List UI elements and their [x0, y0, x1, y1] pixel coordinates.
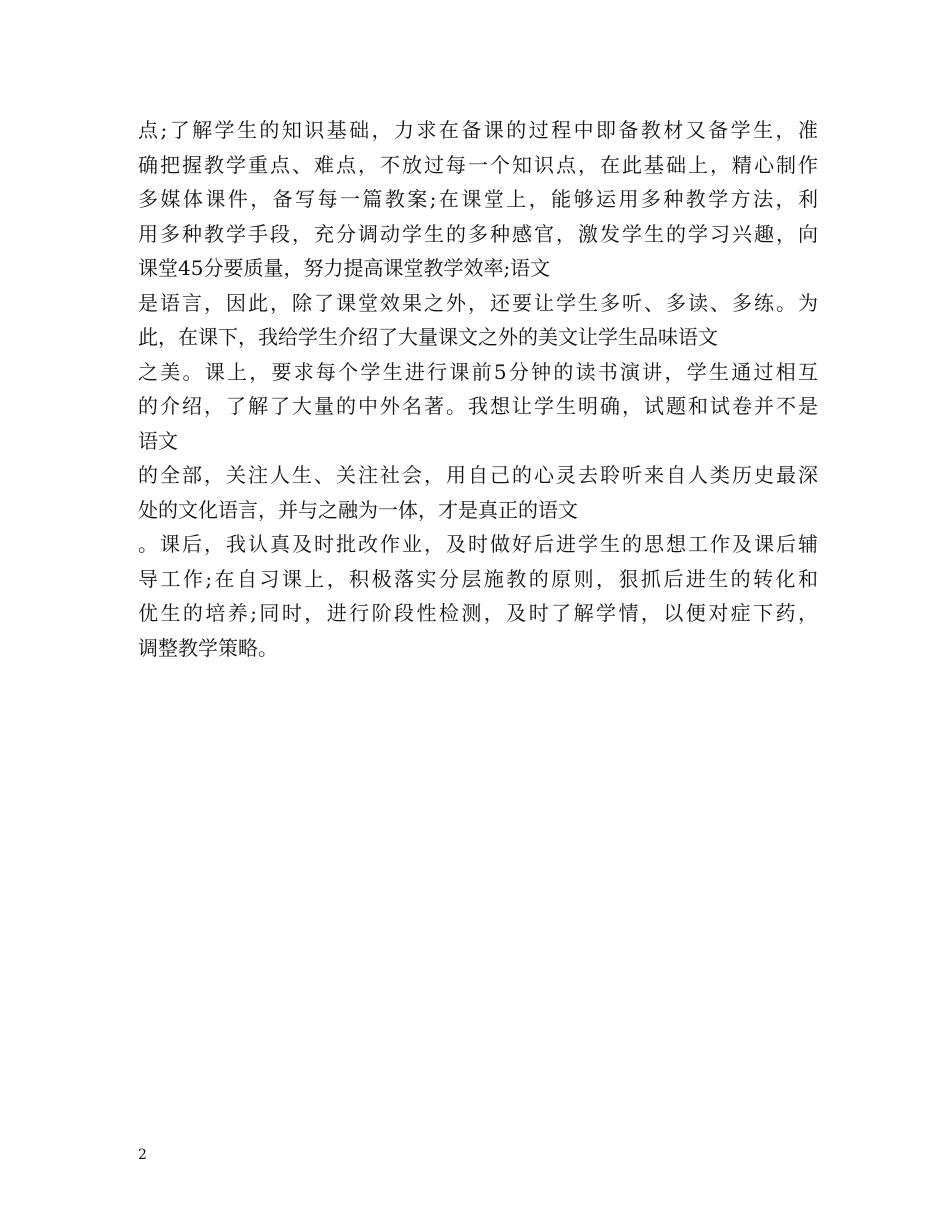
text-line: 语文: [138, 428, 178, 453]
text-line: 处的文化语言，并与之融为一体，才是真正的语文: [138, 497, 578, 522]
text-line: 之美。课上，要求每个学生进行课前5分钟的读书演讲，学生通过相互: [138, 359, 818, 384]
text-line: 是语言，因此，除了课堂效果之外，还要让学生多听、多读、多练。为: [138, 290, 818, 315]
text-line: 此，在课下，我给学生介绍了大量课文之外的美文让学生品味语文: [138, 325, 718, 349]
body-text: [138, 113, 818, 665]
text-line: 优生的培养;同时，进行阶段性检测，及时了解学情，以便对症下药，: [138, 601, 818, 625]
text-line: 用多种教学手段，充分调动学生的多种感官，激发学生的学习兴趣，向: [138, 221, 818, 246]
text-line: 确把握教学重点、难点，不放过每一个知识点，在此基础上，精心制作: [138, 152, 818, 177]
text-line: 。课后，我认真及时批改作业，及时做好后进学生的思想工作及课后辅: [138, 532, 818, 556]
text-line: 调整教学策略。: [138, 635, 278, 660]
text-line: 点;了解学生的知识基础，力求在备课的过程中即备教材又备学生，准: [138, 118, 818, 142]
page-number: 2: [138, 1147, 147, 1163]
text-line: 的介绍，了解了大量的中外名著。我想让学生明确，试题和试卷并不是: [138, 394, 818, 418]
text-line: 的全部，关注人生、关注社会，用自己的心灵去聆听来自人类历史最深: [138, 463, 818, 487]
text-line: 课堂45分要质量，努力提高课堂教学效率;语文: [138, 256, 551, 280]
text-line: 多媒体课件，备写每一篇教案;在课堂上，能够运用多种教学方法，利: [138, 187, 818, 211]
text-line: 导工作;在自习课上，积极落实分层施教的原则，狠抓后进生的转化和: [138, 566, 818, 591]
